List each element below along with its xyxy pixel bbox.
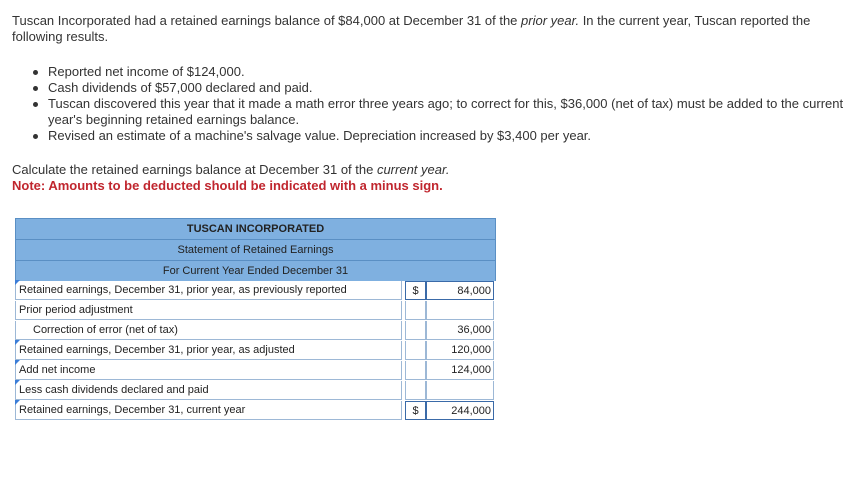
- row-label-dropdown[interactable]: Add net income: [15, 361, 402, 380]
- currency-symbol: [405, 301, 426, 320]
- results-list: [30, 64, 848, 144]
- row-label-dropdown[interactable]: Less cash dividends declared and paid: [15, 381, 402, 400]
- table-row: [15, 361, 496, 381]
- row-label: Correction of error (net of tax): [15, 321, 402, 340]
- amount-input[interactable]: 244,000: [426, 401, 494, 420]
- currency-symbol: [405, 321, 426, 340]
- table-row: [15, 401, 496, 421]
- table-row: [15, 321, 496, 341]
- dropdown-marker-icon: [15, 360, 20, 365]
- amount-input[interactable]: 124,000: [426, 361, 494, 380]
- amount-input[interactable]: [426, 301, 494, 320]
- dropdown-marker-icon: [15, 380, 20, 385]
- retained-earnings-statement: [15, 218, 496, 421]
- intro-text-1: Tuscan Incorporated had a retained earnings balance of $84,000 at December 31 of the: [12, 13, 522, 28]
- currency-symbol: [405, 361, 426, 380]
- statement-period: For Current Year Ended December 31: [15, 260, 496, 281]
- statement-title: Statement of Retained Earnings: [15, 239, 496, 260]
- amount-input[interactable]: [426, 381, 494, 400]
- instructions: [12, 162, 449, 194]
- dropdown-marker-icon: [15, 400, 20, 405]
- statement-company: TUSCAN INCORPORATED: [15, 218, 496, 239]
- amount-input[interactable]: 120,000: [426, 341, 494, 360]
- amount-input[interactable]: 84,000: [426, 281, 494, 300]
- row-label-dropdown[interactable]: Retained earnings, December 31, prior year, as adjusted: [15, 341, 402, 360]
- instruction-italic: current year.: [376, 162, 450, 177]
- table-row: [15, 381, 496, 401]
- row-label-dropdown[interactable]: Retained earnings, December 31, current year: [15, 401, 402, 420]
- currency-symbol: $: [405, 281, 426, 300]
- table-row: [15, 341, 496, 361]
- table-row: [15, 301, 496, 321]
- list-item: Reported net income of $124,000.: [30, 64, 848, 80]
- row-label-dropdown[interactable]: Retained earnings, December 31, prior year, as previously reported: [15, 281, 402, 300]
- problem-intro: [12, 13, 832, 45]
- currency-symbol: $: [405, 401, 426, 420]
- dropdown-marker-icon: [15, 340, 20, 345]
- note-text: Note: Amounts to be deducted should be indicated with a minus sign.: [12, 178, 443, 193]
- intro-italic: prior year.: [521, 13, 580, 28]
- intro-text-2: In the current year, Tuscan reported the following results.: [12, 13, 811, 44]
- row-label: Prior period adjustment: [15, 301, 402, 320]
- table-row: [15, 281, 496, 301]
- amount-input[interactable]: 36,000: [426, 321, 494, 340]
- currency-symbol: [405, 341, 426, 360]
- dropdown-marker-icon: [15, 280, 20, 285]
- list-item: Tuscan discovered this year that it made a math error three years ago; to correct for this, $36,000 (net of tax) must be added to the current year's beginning retained earnings balance.: [30, 96, 848, 128]
- list-item: Cash dividends of $57,000 declared and paid.: [30, 80, 848, 96]
- list-item: Revised an estimate of a machine's salvage value. Depreciation increased by $3,400 per year.: [30, 128, 848, 144]
- instruction-text: Calculate the retained earnings balance at December 31 of the: [12, 162, 377, 177]
- currency-symbol: [405, 381, 426, 400]
